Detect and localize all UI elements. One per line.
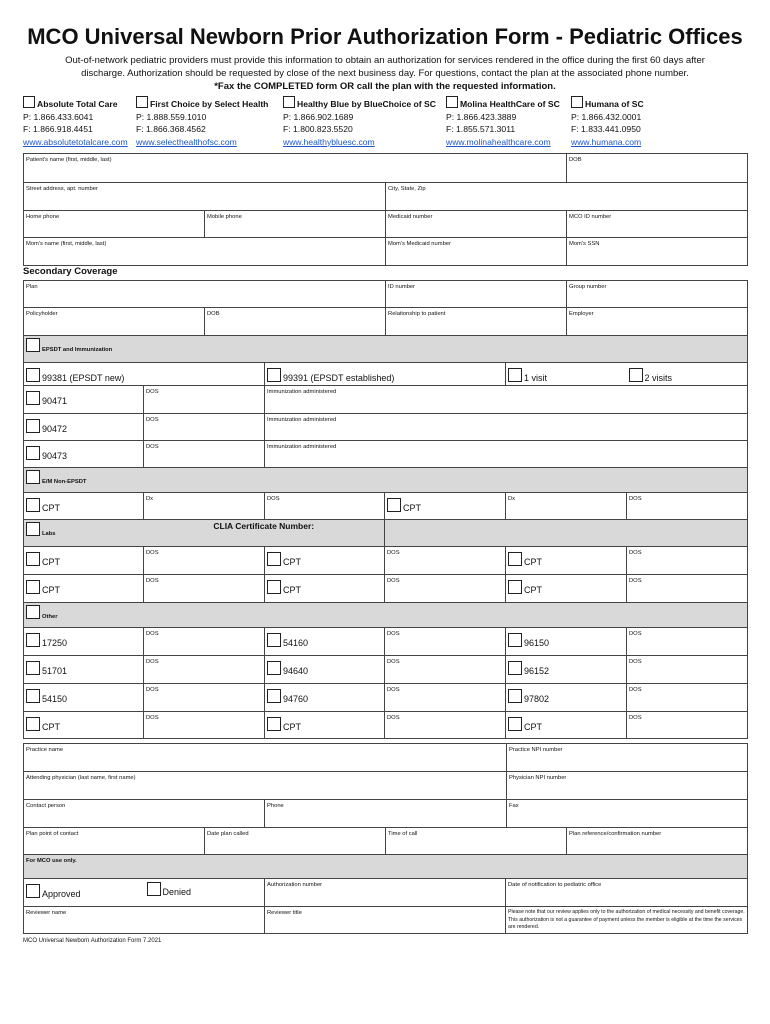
plan-link[interactable]: www.absolutetotalcare.com [23, 136, 128, 147]
dos-field[interactable]: DOS [385, 712, 506, 739]
reviewer-title-field[interactable]: Reviewer title [265, 907, 506, 934]
plan-link[interactable]: www.humana.com [571, 136, 642, 147]
code-90473-option[interactable] [24, 441, 144, 468]
dos-field[interactable]: DOS [627, 628, 748, 656]
intro-line-3: *Fax the COMPLETED form OR call the plan with the requested information. [214, 81, 556, 92]
intro-text [28, 54, 742, 93]
plan-phone: P: 1.866.423.3889 [446, 111, 517, 122]
labs-cpt-option[interactable] [506, 547, 627, 575]
cpt-label: CPT [403, 503, 421, 513]
dos-field[interactable]: DOS [627, 684, 748, 712]
dos-field[interactable]: DOS [144, 414, 265, 441]
plan-phone: P: 1.866.432.0001 [571, 111, 642, 122]
checkbox[interactable] [26, 689, 40, 703]
checkbox[interactable] [508, 552, 522, 566]
checkbox[interactable] [267, 717, 281, 731]
option-label: 2 visits [644, 373, 673, 383]
immunization-field[interactable]: Immunization administered [265, 441, 748, 468]
secondary-coverage-heading: Secondary Coverage [23, 266, 118, 277]
plan-link[interactable]: www.healthybluesc.com [283, 136, 375, 147]
dos-field[interactable]: DOS [385, 628, 506, 656]
plan-checkbox[interactable] [446, 96, 458, 108]
approved-option[interactable] [24, 879, 145, 907]
mom-name-field[interactable]: Mom's name (first, middle, last) [24, 238, 386, 266]
checkbox[interactable] [267, 633, 281, 647]
policyholder-field[interactable]: Policyholder [24, 308, 205, 336]
code-54150-option[interactable] [24, 684, 144, 712]
plan-phone: P: 1.866.902.1689 [283, 111, 354, 122]
practice-info-table [23, 743, 748, 828]
other-cpt-option[interactable] [265, 712, 385, 739]
labs-cpt-option[interactable] [265, 575, 385, 603]
contact-person-field[interactable]: Contact person [24, 800, 265, 828]
em-heading [24, 468, 748, 493]
cpt-label: CPT [283, 585, 301, 595]
em-checkbox[interactable] [26, 470, 40, 484]
review-note: Please note that our review applies only to the authorization of medical necessity and benefit coverage. This authorization is not a guarantee of payment unless the member is eligible at the time the services are rendered. [506, 907, 748, 934]
code-94640-option[interactable] [265, 656, 385, 684]
checkbox[interactable] [26, 368, 40, 382]
labs-checkbox[interactable] [26, 522, 40, 536]
dos-field[interactable]: DOS [627, 712, 748, 739]
practice-name-field[interactable]: Practice name [24, 744, 507, 772]
checkbox[interactable] [267, 552, 281, 566]
home-phone-field[interactable]: Home phone [24, 211, 205, 238]
approved-label: Approved [42, 889, 81, 899]
denied-label: Denied [162, 887, 192, 897]
cpt-label: CPT [42, 722, 60, 732]
cpt-label: CPT [42, 503, 60, 513]
cpt-label: CPT [42, 557, 60, 567]
mom-medicaid-field[interactable]: Mom's Medicaid number [386, 238, 567, 266]
checkbox[interactable] [508, 689, 522, 703]
code-label: 94760 [283, 694, 309, 704]
checkbox[interactable] [387, 498, 401, 512]
plan-healthy-blue [283, 96, 436, 148]
code-label: 94640 [283, 666, 309, 676]
plan-absolute [23, 96, 128, 148]
plan-fax: F: 1.800.823.5520 [283, 124, 353, 134]
plan-molina [446, 96, 560, 148]
dos-field[interactable]: DOS [385, 547, 506, 575]
checkbox[interactable] [508, 661, 522, 675]
plan-checkbox[interactable] [571, 96, 583, 108]
footer-text: MCO Universal Newborn Authorization Form 7.2021 [23, 938, 162, 944]
epsdt-heading-label: EPSDT and Immunization [42, 347, 113, 353]
code-label: 17250 [42, 638, 68, 648]
labs-cpt-option[interactable] [265, 547, 385, 575]
plan-name: Molina HealthCare of SC [460, 99, 560, 109]
checkbox[interactable] [26, 498, 40, 512]
relationship-field[interactable]: Relationship to patient [386, 308, 567, 336]
option-label: 1 visit [524, 373, 548, 383]
services-table [23, 335, 748, 739]
dx-field[interactable]: Dx [506, 493, 627, 520]
dos-field[interactable]: DOS [144, 575, 265, 603]
plan-name: Humana of SC [585, 99, 644, 109]
checkbox[interactable] [267, 368, 281, 382]
group-number-field[interactable]: Group number [567, 281, 748, 308]
code-label: 96152 [524, 666, 550, 676]
code-label: 54150 [42, 694, 68, 704]
plan-humana [571, 96, 644, 148]
code-label: 90473 [42, 451, 68, 461]
labs-heading [24, 520, 144, 547]
clia-blank [385, 520, 748, 547]
cpt-label: CPT [524, 722, 542, 732]
checkbox[interactable] [508, 633, 522, 647]
dos-field[interactable]: DOS [144, 386, 265, 414]
checkbox[interactable] [147, 882, 161, 896]
policyholder-dob-field[interactable]: DOB [205, 308, 386, 336]
checkbox[interactable] [26, 446, 40, 460]
checkbox[interactable] [26, 633, 40, 647]
option-label: 99391 (EPSDT established) [283, 373, 395, 383]
plan-name: First Choice by Select Health [150, 99, 269, 109]
dos-field[interactable]: DOS [144, 547, 265, 575]
checkbox[interactable] [26, 884, 40, 898]
em-cpt-option[interactable] [385, 493, 506, 520]
code-label: 97802 [524, 694, 550, 704]
code-90472-option[interactable] [24, 414, 144, 441]
plan-contact-field[interactable]: Plan point of contact [24, 828, 205, 855]
em-cpt-option[interactable] [24, 493, 144, 520]
notification-date-field[interactable]: Date of notification to pediatric office [506, 879, 748, 907]
labs-cpt-option[interactable] [24, 575, 144, 603]
dos-field[interactable]: DOS [627, 493, 748, 520]
mom-ssn-field[interactable]: Mom's SSN [567, 238, 748, 266]
plan-fax: F: 1.866.368.4562 [136, 124, 206, 134]
checkbox[interactable] [267, 689, 281, 703]
code-90471-option[interactable] [24, 386, 144, 414]
dos-field[interactable]: DOS [265, 493, 385, 520]
checkbox[interactable] [508, 580, 522, 594]
plan-phone: P: 1.888.559.1010 [136, 111, 207, 122]
practice-npi-field[interactable]: Practice NPI number [507, 744, 748, 772]
labs-cpt-option[interactable] [506, 575, 627, 603]
checkbox[interactable] [26, 419, 40, 433]
plan-first-choice [136, 96, 268, 148]
checkbox[interactable] [26, 580, 40, 594]
code-17250-option[interactable] [24, 628, 144, 656]
code-label: 51701 [42, 666, 68, 676]
code-96150-option[interactable] [506, 628, 627, 656]
checkbox[interactable] [267, 661, 281, 675]
checkbox[interactable] [508, 368, 522, 382]
plan-contact-table [23, 827, 748, 855]
option-label: 99381 (EPSDT new) [42, 373, 125, 383]
dx-field[interactable]: Dx [144, 493, 265, 520]
code-label: 90471 [42, 396, 68, 406]
code-96152-option[interactable] [506, 656, 627, 684]
plan-name: Healthy Blue by BlueChoice of SC [297, 99, 436, 109]
dos-field[interactable]: DOS [627, 547, 748, 575]
date-called-field[interactable]: Date plan called [205, 828, 386, 855]
em-heading-label: E/M Non-EPSDT [42, 479, 87, 485]
other-checkbox[interactable] [26, 605, 40, 619]
reviewer-name-field[interactable]: Reviewer name [24, 907, 265, 934]
code-54160-option[interactable] [265, 628, 385, 656]
dos-field[interactable]: DOS [144, 684, 265, 712]
checkbox[interactable] [267, 580, 281, 594]
code-label: 96150 [524, 638, 550, 648]
dos-field[interactable]: DOS [627, 656, 748, 684]
checkbox[interactable] [26, 552, 40, 566]
patient-info-table [23, 153, 748, 266]
cpt-label: CPT [524, 557, 542, 567]
street-field[interactable]: Street address, apt. number [24, 183, 386, 211]
epsdt-new-option[interactable] [24, 363, 265, 386]
checkbox[interactable] [26, 661, 40, 675]
other-heading [24, 603, 748, 628]
epsdt-checkbox[interactable] [26, 338, 40, 352]
epsdt-heading [24, 336, 748, 363]
dos-field[interactable]: DOS [385, 575, 506, 603]
employer-field[interactable]: Employer [567, 308, 748, 336]
phone-field[interactable]: Phone [265, 800, 507, 828]
plan-field[interactable]: Plan [24, 281, 386, 308]
checkbox[interactable] [26, 717, 40, 731]
checkbox[interactable] [26, 391, 40, 405]
dos-field[interactable]: DOS [627, 575, 748, 603]
code-51701-option[interactable] [24, 656, 144, 684]
plan-name: Absolute Total Care [37, 99, 118, 109]
plan-checkbox[interactable] [23, 96, 35, 108]
time-called-field[interactable]: Time of call [386, 828, 567, 855]
plan-link[interactable]: www.molinahealthcare.com [446, 136, 551, 147]
physician-npi-field[interactable]: Physician NPI number [507, 772, 748, 800]
dos-field[interactable]: DOS [144, 441, 265, 468]
plan-reference-field[interactable]: Plan reference/confirmation number [567, 828, 748, 855]
mco-heading: For MCO use only. [24, 855, 748, 879]
labs-cpt-option[interactable] [24, 547, 144, 575]
city-field[interactable]: City, State, Zip [386, 183, 748, 211]
other-cpt-option[interactable] [506, 712, 627, 739]
dos-field[interactable]: DOS [144, 712, 265, 739]
plan-phone: P: 1.866.433.6041 [23, 111, 94, 122]
immunization-field[interactable]: Immunization administered [265, 414, 748, 441]
plan-link[interactable]: www.selecthealthofsc.com [136, 136, 237, 147]
checkbox[interactable] [629, 368, 643, 382]
two-visits-option[interactable] [627, 363, 748, 386]
other-cpt-option[interactable] [24, 712, 144, 739]
plan-checkbox[interactable] [283, 96, 295, 108]
dos-field[interactable]: DOS [144, 628, 265, 656]
attending-physician-field[interactable]: Attending physician (last name, first name) [24, 772, 507, 800]
labs-heading-label: Labs [42, 531, 56, 537]
epsdt-established-option[interactable] [265, 363, 506, 386]
mobile-phone-field[interactable]: Mobile phone [205, 211, 386, 238]
cpt-label: CPT [42, 585, 60, 595]
page-title: MCO Universal Newborn Prior Authorization Form - Pediatric Offices [27, 24, 743, 49]
plan-fax: F: 1.833.441.0950 [571, 124, 641, 134]
medicaid-field[interactable]: Medicaid number [386, 211, 567, 238]
cpt-label: CPT [524, 585, 542, 595]
mco-use-table [23, 854, 748, 934]
code-label: 54160 [283, 638, 309, 648]
intro-line-1: Out-of-network pediatric providers must provide this information to obtain an authorization for services rendered in the office during the first 60 days after [65, 55, 705, 66]
other-heading-label: Other [42, 614, 58, 620]
auth-number-field[interactable]: Authorization number [265, 879, 506, 907]
cpt-label: CPT [283, 722, 301, 732]
dob-field[interactable]: DOB [567, 154, 748, 183]
dos-field[interactable]: DOS [385, 684, 506, 712]
immunization-field[interactable]: Immunization administered [265, 386, 748, 414]
checkbox[interactable] [508, 717, 522, 731]
code-94760-option[interactable] [265, 684, 385, 712]
plan-options [0, 96, 770, 148]
mco-id-field[interactable]: MCO ID number [567, 211, 748, 238]
intro-line-2: discharge. Authorization should be requested by close of the next business day. For questions, contact the plan at the associated phone number. [81, 68, 689, 79]
one-visit-option[interactable] [506, 363, 627, 386]
fax-field[interactable]: Fax [507, 800, 748, 828]
plan-fax: F: 1.866.918.4451 [23, 124, 93, 134]
plan-checkbox[interactable] [136, 96, 148, 108]
patient-name-field[interactable]: Patient's name (first, middle, last) [24, 154, 567, 183]
dos-field[interactable]: DOS [144, 656, 265, 684]
clia-label: CLIA Certificate Number: [144, 520, 385, 547]
cpt-label: CPT [283, 557, 301, 567]
secondary-coverage-table [23, 280, 748, 336]
denied-option[interactable] [145, 879, 265, 907]
code-97802-option[interactable] [506, 684, 627, 712]
id-number-field[interactable]: ID number [386, 281, 567, 308]
plan-fax: F: 1.855.571.3011 [446, 124, 516, 134]
dos-field[interactable]: DOS [385, 656, 506, 684]
code-label: 90472 [42, 424, 68, 434]
